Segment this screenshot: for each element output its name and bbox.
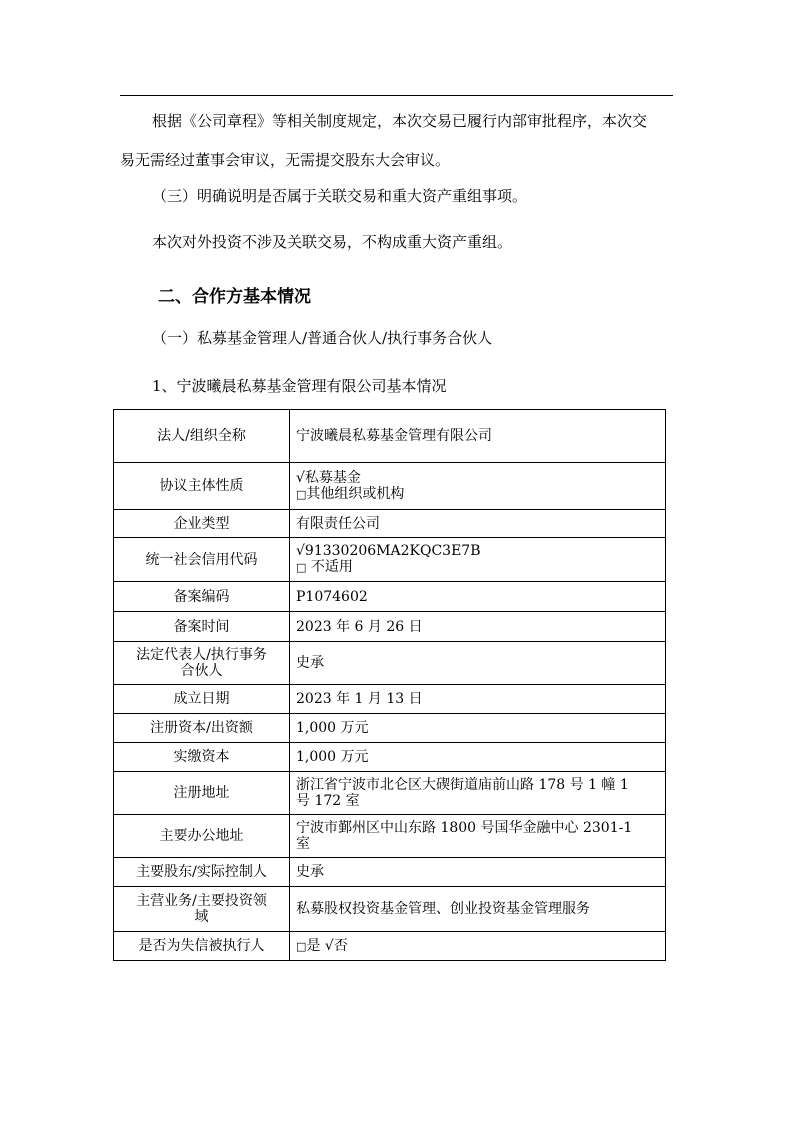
credit-code: √91330206MA2KQC3E7B xyxy=(296,543,481,559)
row-label: 主要股东/实际控制人 xyxy=(114,858,290,887)
row-value xyxy=(290,772,666,815)
row-value: 有限责任公司 xyxy=(290,510,666,538)
row-value: 史承 xyxy=(290,858,666,887)
row-label: 企业类型 xyxy=(114,510,290,538)
paragraph-approval-line2: 易无需经过董事会审议，无需提交股东大会审议。 xyxy=(120,151,451,169)
table-row xyxy=(114,642,666,685)
row-value: 私募股权投资基金管理、创业投资基金管理服务 xyxy=(290,887,666,932)
checkbox-icon: □ xyxy=(296,561,307,574)
paragraph-related-party-heading: （三）明确说明是否属于关联交易和重大资产重组事项。 xyxy=(152,187,528,205)
option-label: 不适用 xyxy=(306,559,353,575)
row-label-line: 主营业务/主要投资领 xyxy=(136,893,267,909)
option-yes: 是 xyxy=(306,937,325,954)
row-value: 2023 年 6 月 26 日 xyxy=(290,612,666,642)
row-value: 史承 xyxy=(290,642,666,685)
table-row xyxy=(114,685,666,714)
table-row xyxy=(114,463,666,510)
row-label: 成立日期 xyxy=(114,685,290,714)
row-value: P1074602 xyxy=(290,582,666,612)
row-label: 实缴资本 xyxy=(114,743,290,772)
row-value: 1,000 万元 xyxy=(290,714,666,743)
header-rule xyxy=(120,95,673,96)
row-label: 法人/组织全称 xyxy=(114,410,290,463)
row-value xyxy=(290,538,666,582)
row-label-line: 法定代表人/执行事务 xyxy=(136,647,267,663)
table-row xyxy=(114,887,666,932)
address-line: 室 xyxy=(296,836,310,852)
row-label xyxy=(114,642,290,685)
checkbox-icon: □ xyxy=(296,487,307,501)
row-label xyxy=(114,887,290,932)
row-label-line: 域 xyxy=(194,909,209,925)
row-value: 宁波曦晨私募基金管理有限公司 xyxy=(290,410,666,463)
table-row xyxy=(114,510,666,538)
row-label: 注册地址 xyxy=(114,772,290,815)
table-row xyxy=(114,772,666,815)
table-row xyxy=(114,714,666,743)
row-value xyxy=(290,815,666,858)
table-title: 1、宁波曦晨私募基金管理有限公司基本情况 xyxy=(152,377,447,395)
table-row xyxy=(114,612,666,642)
option-private-fund: √私募基金 xyxy=(296,469,361,486)
row-label: 统一社会信用代码 xyxy=(114,538,290,582)
row-label: 备案时间 xyxy=(114,612,290,642)
address-line: 号 172 室 xyxy=(296,793,360,809)
subsection-heading: （一）私募基金管理人/普通合伙人/执行事务合伙人 xyxy=(152,329,493,347)
row-value xyxy=(290,463,666,510)
row-label: 协议主体性质 xyxy=(114,463,290,510)
section-heading: 二、合作方基本情况 xyxy=(158,287,311,307)
option-not-applicable xyxy=(296,559,659,576)
paragraph-approval-line1: 根据《公司章程》等相关制度规定，本次交易已履行内部审批程序，本次交 xyxy=(152,112,648,130)
row-value: 1,000 万元 xyxy=(290,743,666,772)
paragraph-related-party-statement: 本次对外投资不涉及关联交易，不构成重大资产重组。 xyxy=(152,233,513,251)
option-no: √否 xyxy=(324,937,348,954)
row-label: 备案编码 xyxy=(114,582,290,612)
row-label-line: 合伙人 xyxy=(180,663,223,679)
table-row xyxy=(114,582,666,612)
option-other-org xyxy=(296,486,659,503)
checkbox-icon: □ xyxy=(296,939,307,953)
table-row xyxy=(114,743,666,772)
row-label: 注册资本/出资额 xyxy=(114,714,290,743)
table-row xyxy=(114,815,666,858)
company-info-table xyxy=(113,409,666,961)
row-label: 是否为失信被执行人 xyxy=(114,932,290,961)
option-label: 其他组织或机构 xyxy=(306,485,405,502)
address-line: 浙江省宁波市北仑区大碶街道庙前山路 178 号 1 幢 1 xyxy=(296,777,629,793)
row-label: 主要办公地址 xyxy=(114,815,290,858)
table-row xyxy=(114,410,666,463)
table-row xyxy=(114,538,666,582)
table-row xyxy=(114,932,666,961)
row-value: 2023 年 1 月 13 日 xyxy=(290,685,666,714)
row-value xyxy=(290,932,666,961)
address-line: 宁波市鄞州区中山东路 1800 号国华金融中心 2301-1 xyxy=(296,820,633,836)
table-row xyxy=(114,858,666,887)
